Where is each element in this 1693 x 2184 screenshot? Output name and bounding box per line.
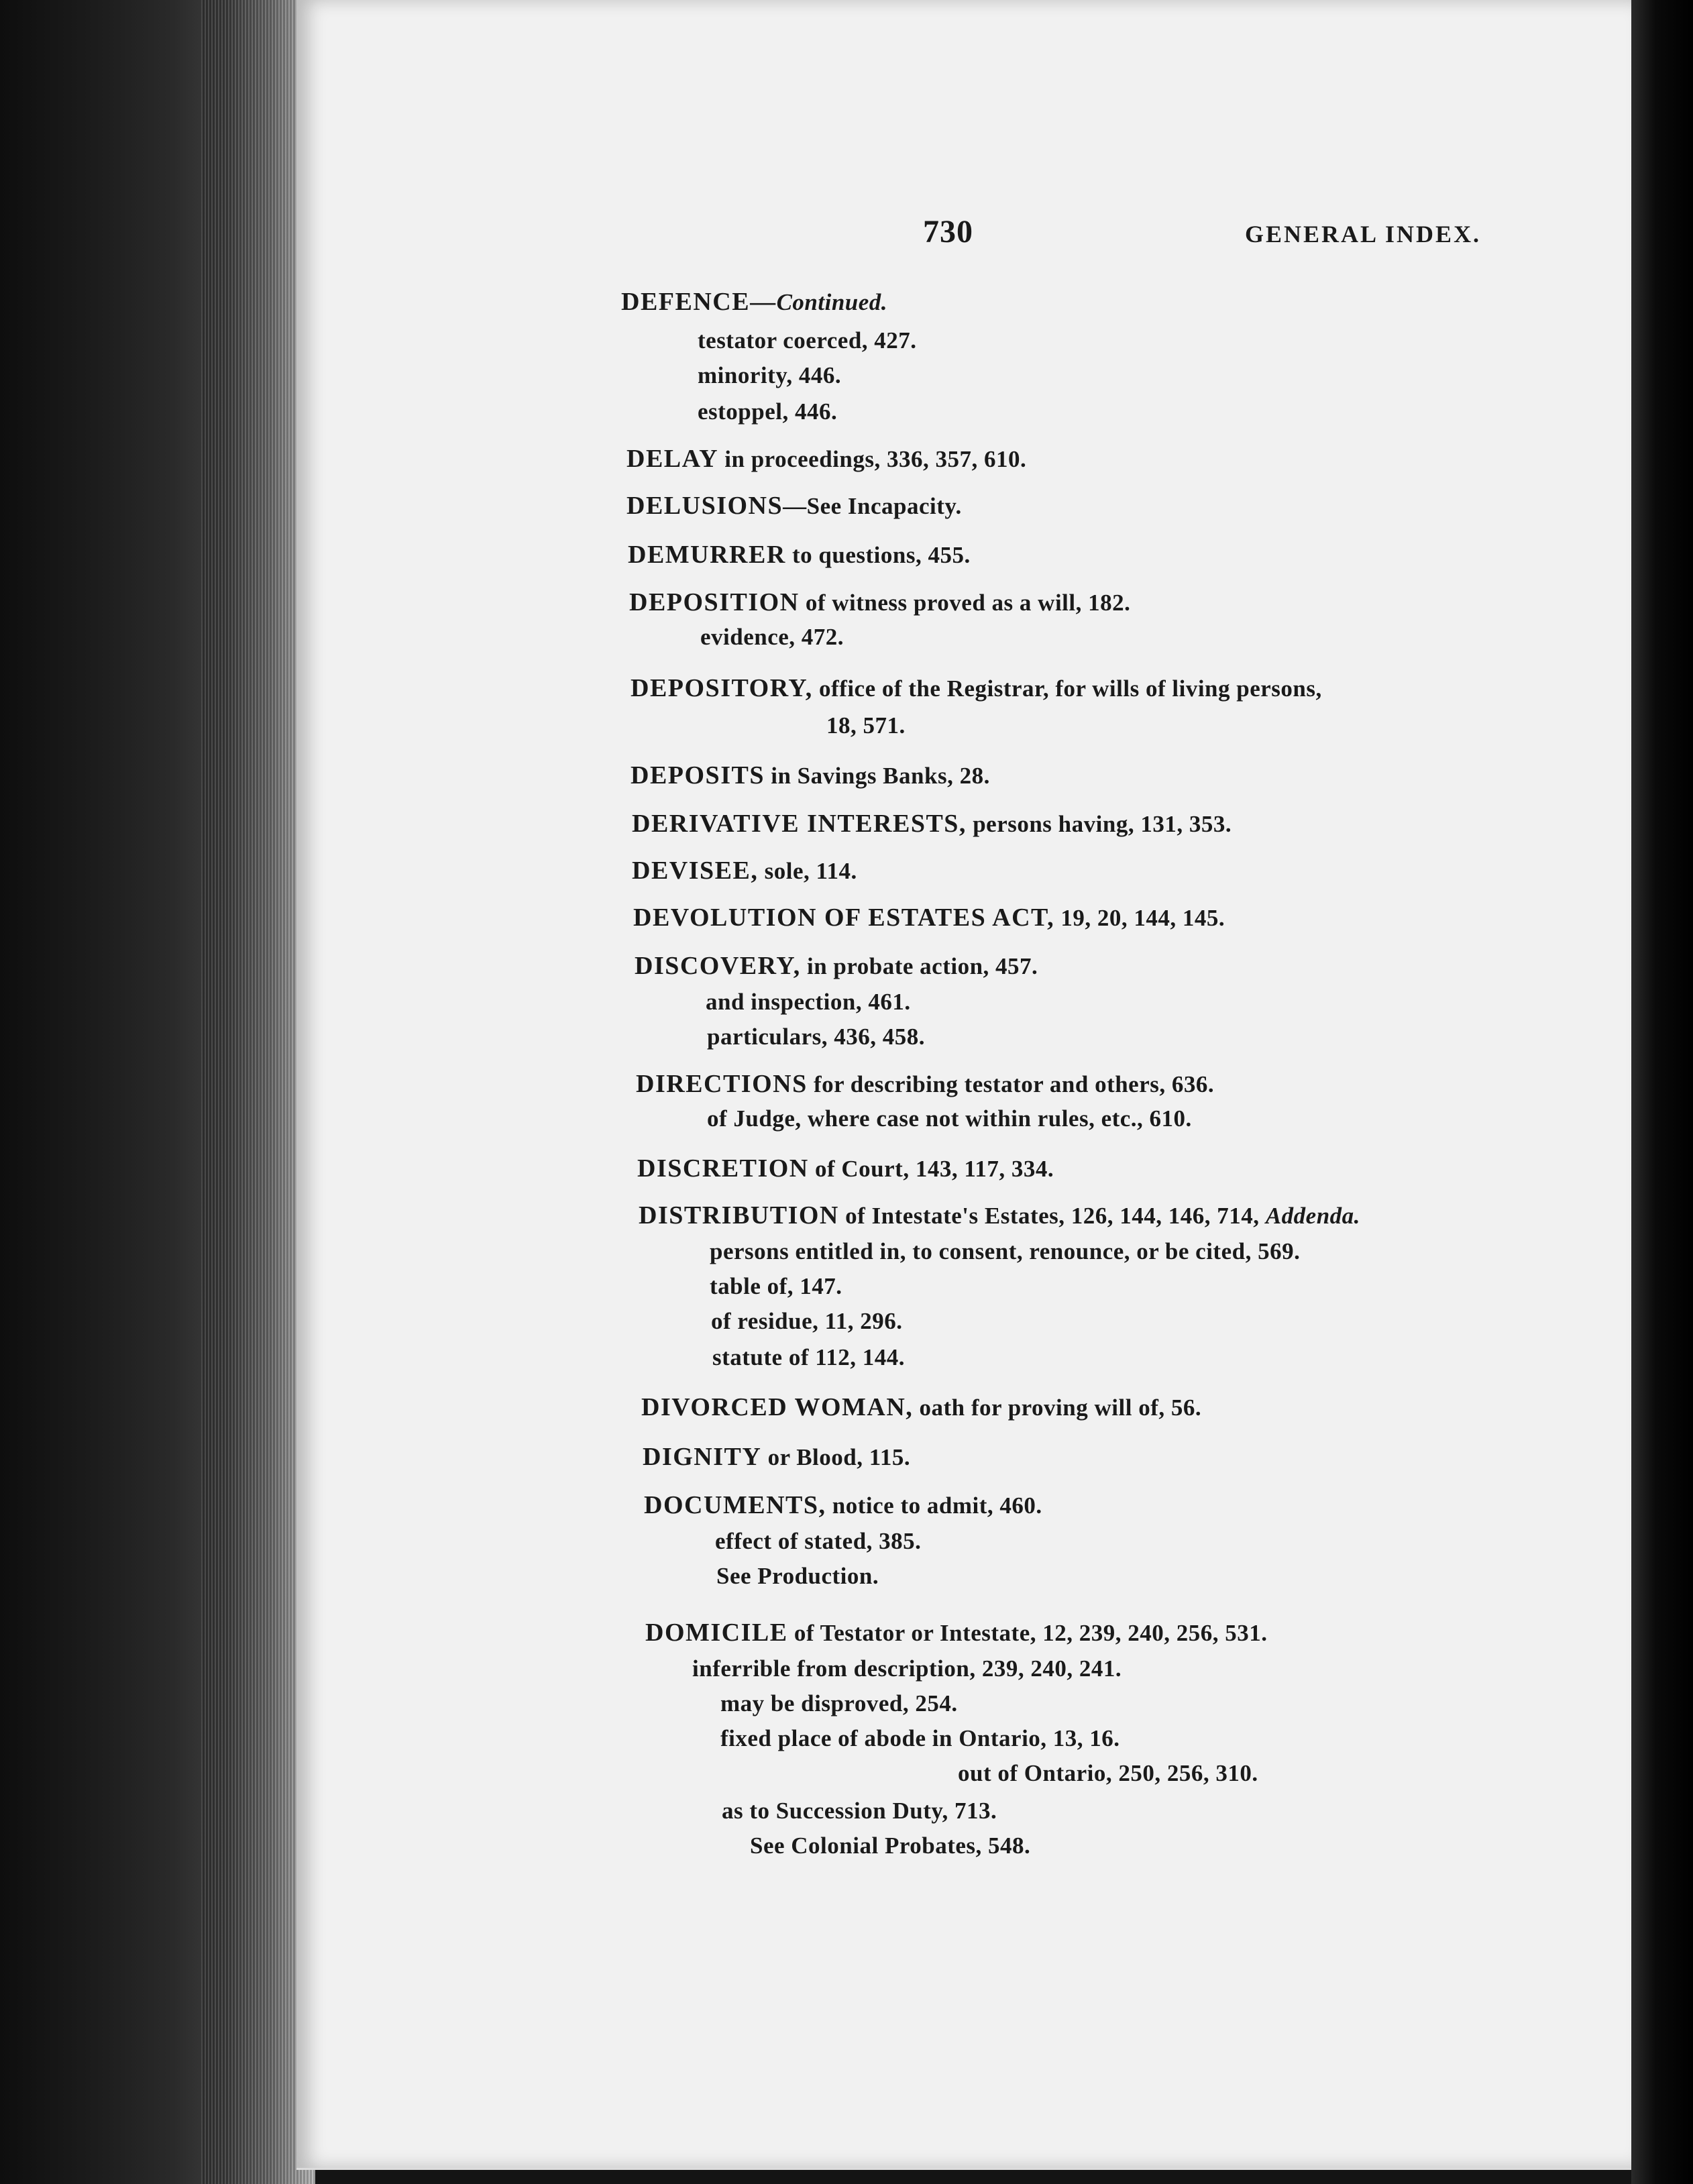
index-text: of Judge, where case not within rules, etc., 610. [707, 1105, 1192, 1132]
index-heading: DELUSIONS [626, 492, 783, 520]
index-entry [628, 540, 971, 569]
index-text: notice to admit, 460. [826, 1492, 1042, 1519]
index-entries [296, 0, 1631, 2168]
index-text: particulars, 436, 458. [707, 1024, 926, 1050]
index-entry [644, 1490, 1042, 1520]
index-entry [636, 1069, 1214, 1099]
index-heading: DEFENCE— [621, 288, 777, 316]
index-heading: DEPOSITION [629, 588, 800, 616]
index-text: in Savings Banks, 28. [764, 763, 990, 789]
index-heading: DISCOVERY, [635, 952, 801, 980]
index-entry [632, 809, 1232, 838]
index-text: and inspection, 461. [706, 989, 911, 1015]
index-entry [633, 903, 1225, 932]
index-text: or Blood, 115. [761, 1444, 911, 1470]
index-entry [629, 588, 1130, 617]
index-subentry [958, 1760, 1258, 1787]
facing-page-edge [1631, 0, 1693, 2184]
index-text: —See Incapacity. [783, 493, 962, 519]
index-subentry [722, 1798, 997, 1824]
index-subentry [710, 1273, 842, 1300]
index-subentry [707, 1105, 1192, 1132]
index-subentry [692, 1655, 1122, 1682]
index-text: oath for proving will of, 56. [913, 1395, 1202, 1421]
index-entry [643, 1442, 910, 1472]
index-text: in probate action, 457. [800, 953, 1038, 979]
index-heading: DISTRIBUTION [639, 1201, 839, 1230]
page-number: 730 [923, 214, 973, 250]
index-text: persons having, 131, 353. [966, 811, 1232, 837]
index-text: 18, 571. [826, 712, 906, 739]
index-text: of witness proved as a will, 182. [799, 590, 1131, 616]
index-text: of residue, 11, 296. [711, 1308, 903, 1334]
index-text: in proceedings, 336, 357, 610. [718, 446, 1027, 472]
page-header-title: GENERAL INDEX. [1245, 221, 1482, 248]
index-entry [626, 491, 962, 521]
index-entry [645, 1618, 1268, 1647]
index-text: of Intestate's Estates, 126, 144, 146, 714, [838, 1203, 1266, 1229]
index-entry [621, 287, 887, 317]
index-subentry [716, 1563, 879, 1590]
index-text: estoppel, 446. [698, 398, 838, 425]
index-text: of Testator or Intestate, 12, 239, 240, 256, 531. [787, 1620, 1268, 1646]
index-text: minority, 446. [698, 362, 842, 388]
index-subentry [698, 398, 837, 425]
index-heading: DEVISEE, [632, 857, 759, 885]
index-text: persons entitled in, to consent, renounce, or be cited, 569. [710, 1238, 1301, 1264]
index-subentry [698, 362, 841, 389]
index-text: for describing testator and others, 636. [807, 1071, 1215, 1097]
index-text: office of the Registrar, for wills of living persons, [812, 675, 1322, 702]
index-subentry [720, 1690, 958, 1717]
index-entry [626, 444, 1026, 474]
index-subentry [826, 712, 906, 739]
index-heading: DERIVATIVE INTERESTS, [632, 810, 967, 838]
index-heading: DEVOLUTION OF ESTATES ACT, [633, 904, 1055, 932]
index-text: table of, 147. [710, 1273, 842, 1299]
index-italic-text: Addenda. [1265, 1203, 1360, 1229]
index-subentry [698, 327, 917, 354]
index-text: inferrible from description, 239, 240, 241. [692, 1655, 1122, 1682]
index-text: effect of stated, 385. [715, 1528, 922, 1554]
index-subentry [707, 1024, 925, 1050]
index-text: fixed place of abode in Ontario, 13, 16. [720, 1725, 1120, 1751]
index-heading: DEPOSITORY, [631, 674, 813, 702]
index-entry [632, 856, 857, 885]
index-heading: DELAY [626, 445, 719, 473]
index-text: sole, 114. [758, 858, 857, 884]
index-heading: DISCRETION [637, 1154, 809, 1183]
index-subentry [750, 1833, 1030, 1859]
index-text: See Production. [716, 1563, 879, 1589]
index-text: statute of 112, 144. [712, 1344, 906, 1370]
index-subentry [720, 1725, 1120, 1752]
index-entry [631, 761, 990, 790]
index-entry [641, 1393, 1201, 1422]
index-subentry [706, 989, 911, 1016]
index-entry [639, 1201, 1360, 1230]
index-heading: DIGNITY [643, 1443, 762, 1471]
index-entry [631, 673, 1322, 703]
index-entry [635, 951, 1038, 981]
index-heading: DIRECTIONS [636, 1070, 808, 1098]
index-subentry [712, 1344, 905, 1371]
index-text: as to Succession Duty, 713. [722, 1798, 997, 1824]
index-subentry [711, 1308, 902, 1335]
index-text: to questions, 455. [785, 542, 971, 568]
index-entry [637, 1154, 1054, 1183]
index-italic-text: Continued. [776, 289, 888, 315]
index-text: 19, 20, 144, 145. [1054, 905, 1225, 931]
index-text: evidence, 472. [700, 624, 844, 650]
index-text: out of Ontario, 250, 256, 310. [958, 1760, 1258, 1786]
index-subentry [715, 1528, 921, 1555]
index-subentry [710, 1238, 1300, 1265]
index-text: of Court, 143, 117, 334. [808, 1156, 1054, 1182]
index-text: may be disproved, 254. [720, 1690, 958, 1716]
index-heading: DEPOSITS [631, 761, 765, 789]
index-text: See Colonial Probates, 548. [750, 1833, 1031, 1859]
index-heading: DEMURRER [628, 541, 786, 569]
index-subentry [700, 624, 844, 651]
index-heading: DOMICILE [645, 1619, 788, 1647]
index-heading: DOCUMENTS, [644, 1491, 826, 1519]
book-page [296, 0, 1631, 2170]
index-heading: DIVORCED WOMAN, [641, 1393, 914, 1421]
index-text: testator coerced, 427. [698, 327, 917, 353]
